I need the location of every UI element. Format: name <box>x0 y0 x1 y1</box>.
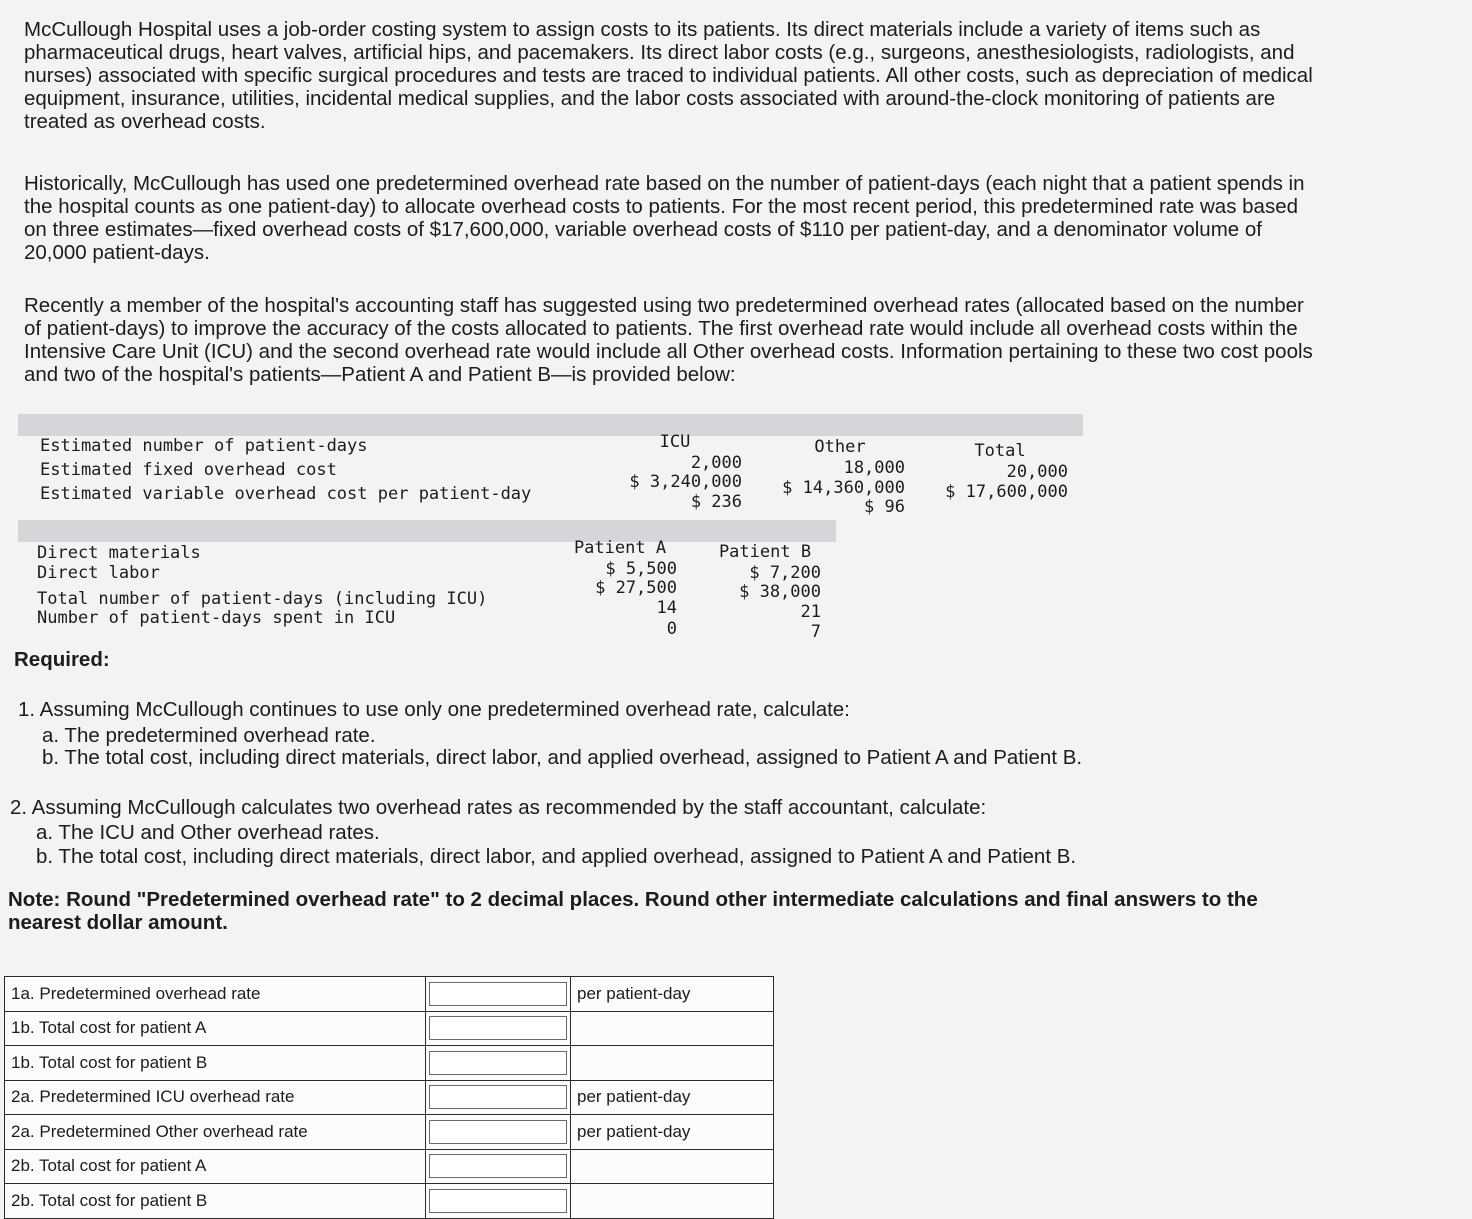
answer-label: 1a. Predetermined overhead rate <box>5 977 426 1012</box>
question-2: 2. Assuming McCullough calculates two overhead rates as recommended by the staff accountant, calculate: <box>10 796 987 819</box>
question-1: 1. Assuming McCullough continues to use only one predetermined overhead rate, calculate: <box>18 698 850 721</box>
rounding-note: Note: Round "Predetermined overhead rate" to 2 decimal places. Round other intermediate calculations and final answers to the nearest dollar amount. <box>8 888 1258 934</box>
answer-row <box>5 1011 774 1046</box>
icu-patient-days: 2,000 <box>690 453 742 473</box>
row-label-total-patient-days: Total number of patient-days (including ICU) <box>37 589 488 609</box>
proposal-paragraph: Recently a member of the hospital's accounting staff has suggested using two predetermined overhead rates (allocated based on the number of patient-days) to improve the accuracy of the costs allocated to patients. The first overhead rate would include all overhead costs within the Intensive Care Unit (ICU) and the second overhead rate would include all Other overhead costs. Information pertaining to these two cost pools and two of the hospital's patients—Patient A and Patient B—is provided below: <box>24 294 1313 386</box>
question-1a: a. The predetermined overhead rate. <box>42 724 376 747</box>
question-2a: a. The ICU and Other overhead rates. <box>36 821 380 844</box>
answer-unit <box>571 1046 774 1081</box>
answer-table <box>4 976 774 1219</box>
row-label-fixed-overhead: Estimated fixed overhead cost <box>40 460 337 480</box>
other-variable-overhead: $ 96 <box>864 497 905 517</box>
row-label-variable-overhead: Estimated variable overhead cost per patient-day <box>40 484 532 504</box>
col-header-patient-b: Patient B <box>718 542 812 562</box>
patients-header-band <box>18 520 836 542</box>
answer-label: 2a. Predetermined Other overhead rate <box>5 1115 426 1150</box>
answer-label: 1b. Total cost for patient A <box>5 1011 426 1046</box>
answer-label: 2b. Total cost for patient A <box>5 1149 426 1184</box>
answer-input-2b-patient-b[interactable] <box>429 1189 567 1213</box>
answer-row <box>5 1046 774 1081</box>
row-label-icu-patient-days: Number of patient-days spent in ICU <box>37 608 396 628</box>
total-patient-days: 20,000 <box>1006 462 1068 482</box>
patient-a-total-days: 14 <box>656 598 677 618</box>
patient-b-direct-labor: $ 38,000 <box>739 582 821 602</box>
row-label-direct-materials: Direct materials <box>37 543 201 563</box>
row-label-patient-days: Estimated number of patient-days <box>40 436 368 456</box>
question-1b: b. The total cost, including direct materials, direct labor, and applied overhead, assigned to Patient A and Patient B. <box>42 746 1083 769</box>
answer-input-2b-patient-a[interactable] <box>429 1154 567 1178</box>
question-2b: b. The total cost, including direct materials, direct labor, and applied overhead, assigned to Patient A and Patient B. <box>36 845 1077 868</box>
answer-unit <box>571 1011 774 1046</box>
history-paragraph: Historically, McCullough has used one predetermined overhead rate based on the number of patient-days (each night that a patient spends in the hospital counts as one patient-day) to allocate overhead costs to patients. For the most recent period, this predetermined rate was based on three estimates—fixed overhead costs of $17,600,000, variable overhead costs of $110 per patient-day, and a denominator volume of 20,000 patient-days. <box>24 172 1305 264</box>
patient-b-direct-materials: $ 7,200 <box>749 563 821 583</box>
col-header-other: Other <box>814 437 866 457</box>
answer-input-2a-icu-rate[interactable] <box>429 1085 567 1109</box>
answer-label: 2b. Total cost for patient B <box>5 1184 426 1219</box>
answer-input-1a-rate[interactable] <box>429 982 567 1006</box>
answer-unit: per patient-day <box>571 977 774 1012</box>
patient-a-direct-labor: $ 27,500 <box>595 578 677 598</box>
answer-input-2a-other-rate[interactable] <box>429 1120 567 1144</box>
other-patient-days: 18,000 <box>843 458 905 478</box>
col-header-total: Total <box>974 441 1026 461</box>
answer-unit: per patient-day <box>571 1080 774 1115</box>
intro-paragraph: McCullough Hospital uses a job-order costing system to assign costs to its patients. Its direct materials include a variety of items such as pharmaceutical drugs, heart valves, artificial hips, and pacemakers. Its direct labor costs (e.g., surgeons, anesthesiologists, radiologists, and nurses) associated with specific surgical procedures and tests are traced to individual patients. All other costs, such as depreciation of medical equipment, insurance, utilities, incidental medical supplies, and the labor costs associated with around-the-clock monitoring of patients are treated as overhead costs. <box>24 18 1313 133</box>
estimates-header-band <box>18 414 1083 436</box>
patient-a-direct-materials: $ 5,500 <box>605 559 677 579</box>
patient-a-icu-days: 0 <box>666 619 677 639</box>
icu-fixed-overhead: $ 3,240,000 <box>629 472 742 492</box>
total-fixed-overhead: $ 17,600,000 <box>945 482 1068 502</box>
other-fixed-overhead: $ 14,360,000 <box>782 478 905 498</box>
answer-label: 1b. Total cost for patient B <box>5 1046 426 1081</box>
answer-unit: per patient-day <box>571 1115 774 1150</box>
required-heading: Required: <box>14 648 110 671</box>
answer-row <box>5 1115 774 1150</box>
col-header-icu: ICU <box>659 432 691 452</box>
answer-label: 2a. Predetermined ICU overhead rate <box>5 1080 426 1115</box>
patient-b-total-days: 21 <box>800 602 821 622</box>
col-header-patient-a: Patient A <box>573 538 667 558</box>
answer-unit <box>571 1149 774 1184</box>
answer-row <box>5 1080 774 1115</box>
answer-row <box>5 1149 774 1184</box>
row-label-direct-labor: Direct labor <box>37 563 160 583</box>
icu-variable-overhead: $ 236 <box>690 492 742 512</box>
answer-row <box>5 977 774 1012</box>
answer-input-1b-patient-b[interactable] <box>429 1051 567 1075</box>
answer-input-1b-patient-a[interactable] <box>429 1016 567 1040</box>
patient-b-icu-days: 7 <box>810 622 821 642</box>
